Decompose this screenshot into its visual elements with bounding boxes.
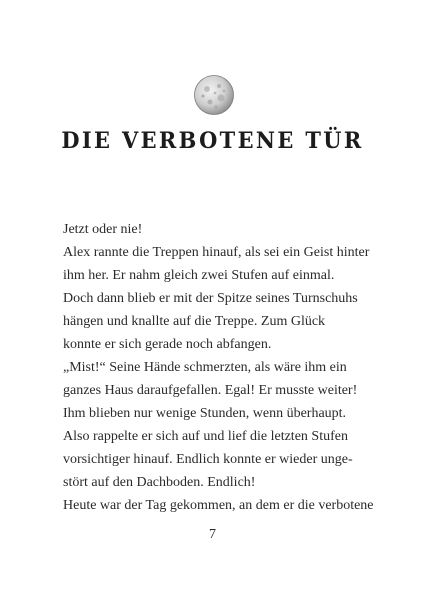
- moon-icon: [193, 74, 235, 116]
- text-line: Jetzt oder nie!: [63, 222, 143, 237]
- text-line: Doch dann blieb er mit der Spitze seines Turnschuhs: [63, 291, 358, 306]
- text-line: vorsichtiger hinauf. Endlich konnte er wieder unge-: [63, 452, 353, 467]
- page-number: 7: [209, 527, 216, 542]
- text-line: konnte er sich gerade noch abfangen.: [63, 337, 272, 352]
- chapter-title: DIE VERBOTENE TÜR: [61, 128, 364, 154]
- text-line: ganzes Haus daraufgefallen. Egal! Er musste weiter!: [63, 383, 358, 398]
- text-line: hängen und knallte auf die Treppe. Zum Glück: [63, 314, 326, 329]
- text-line: ihm her. Er nahm gleich zwei Stufen auf einmal.: [63, 268, 335, 283]
- text-line: „Mist!“ Seine Hände schmerzten, als wäre ihm ein: [63, 360, 347, 375]
- text-line: Alex rannte die Treppen hinauf, als sei ein Geist hinter: [63, 245, 370, 260]
- chapter-body-text: [63, 218, 373, 517]
- text-line: Also rappelte er sich auf und lief die letzten Stufen: [63, 429, 348, 444]
- text-line: Heute war der Tag gekommen, an dem er die verbotene: [63, 498, 374, 513]
- text-line: Ihm blieben nur wenige Stunden, wenn überhaupt.: [63, 406, 347, 421]
- text-line: stört auf den Dachboden. Endlich!: [63, 475, 256, 490]
